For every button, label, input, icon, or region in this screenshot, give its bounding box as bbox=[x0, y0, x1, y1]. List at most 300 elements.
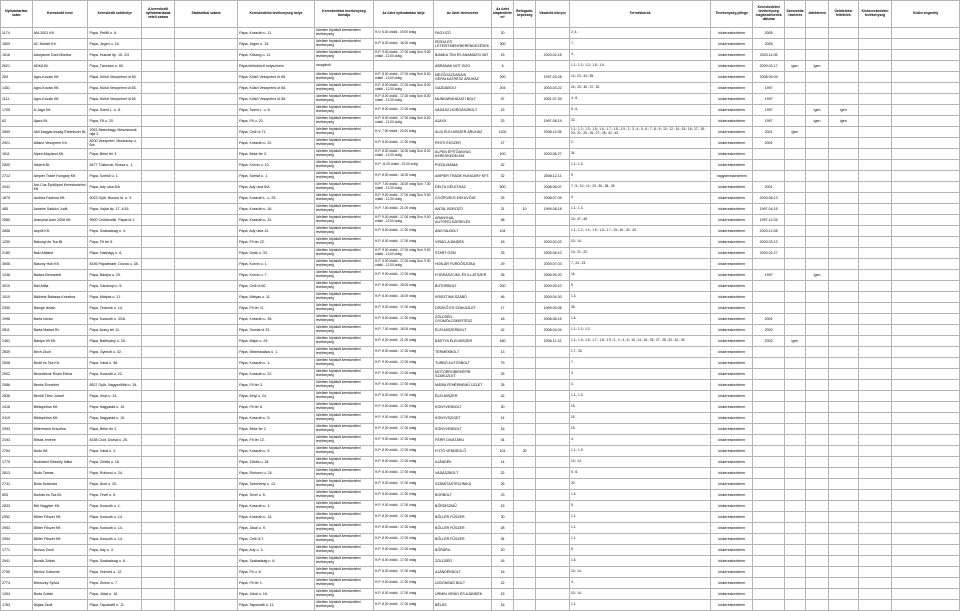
cell-shop-name[interactable]: ARANYHAL AUTÓFELSZERELÉS bbox=[434, 215, 492, 226]
table-row[interactable] bbox=[1, 490, 960, 501]
cell-stat-number[interactable] bbox=[174, 380, 237, 391]
cell-book[interactable] bbox=[536, 358, 570, 369]
cell-empty[interactable] bbox=[858, 182, 892, 193]
table-row[interactable] bbox=[1, 556, 960, 567]
cell-hours[interactable]: H-P: 9.00 órától - 17.00 óráig bbox=[373, 380, 433, 391]
cell-flag-b[interactable] bbox=[805, 226, 828, 237]
cell-date[interactable]: 2001 bbox=[753, 314, 785, 325]
cell-empty[interactable] bbox=[892, 248, 960, 259]
cell-flag-a[interactable] bbox=[784, 446, 805, 457]
cell-date[interactable] bbox=[753, 600, 785, 611]
cell-empty[interactable] bbox=[858, 490, 892, 501]
cell-place[interactable]: Pápa, Tapolcafő u. 11. bbox=[238, 600, 315, 611]
cell-reg-number[interactable] bbox=[142, 127, 175, 138]
cell-place[interactable]: Pápa, Kossuth u. 16. bbox=[238, 204, 315, 215]
cell-capacity[interactable] bbox=[514, 435, 536, 446]
cell-reg-number[interactable] bbox=[142, 116, 175, 127]
cell-empty[interactable] bbox=[892, 369, 960, 380]
cell-flag-b[interactable] bbox=[805, 50, 828, 61]
cell-place[interactable]: Pápa, Korvin u. 1. bbox=[238, 259, 315, 270]
cell-empty[interactable] bbox=[892, 435, 960, 446]
cell-flag-b[interactable] bbox=[805, 435, 828, 446]
cell-form[interactable]: mozgóbolt bbox=[314, 61, 373, 72]
cell-empty[interactable] bbox=[892, 391, 960, 402]
cell-shop-name[interactable]: PESTI ÉKSZER bbox=[434, 138, 492, 149]
cell-products[interactable]: 10.; 14. bbox=[569, 567, 710, 578]
table-row[interactable] bbox=[1, 204, 960, 215]
cell-id[interactable]: 1451 bbox=[1, 83, 33, 94]
cell-book[interactable] bbox=[536, 501, 570, 512]
cell-book[interactable] bbox=[536, 457, 570, 468]
cell-book[interactable] bbox=[536, 39, 570, 50]
cell-type[interactable]: kiskereskedelem bbox=[711, 325, 753, 336]
cell-id[interactable]: 2899 bbox=[1, 127, 33, 138]
cell-empty[interactable] bbox=[892, 303, 960, 314]
cell-trader-name[interactable]: Agro-Kocsis Kft. bbox=[32, 83, 88, 94]
cell-hours[interactable]: H-P: 8.00 órától - 17.00 óráig bbox=[373, 600, 433, 611]
cell-place[interactable]: Pápa, Irinyi u. 24. bbox=[238, 391, 315, 402]
cell-empty[interactable] bbox=[892, 61, 960, 72]
cell-place[interactable]: Pápa, Celli út 7. bbox=[238, 534, 315, 545]
cell-seat[interactable]: Pápa, Nagyatád u. 10. bbox=[88, 402, 142, 413]
cell-shop-name[interactable]: GAZDABOLT bbox=[434, 83, 492, 94]
cell-trader-name[interactable]: Alpen-Mayland Kft. bbox=[32, 149, 88, 160]
cell-reg-number[interactable] bbox=[142, 94, 175, 105]
cell-products[interactable]: 1.1.; 1.3. bbox=[569, 160, 710, 171]
cell-id[interactable]: 1264 bbox=[1, 589, 33, 600]
column-header[interactable]: Kiskereskedelmi tevékenység bbox=[858, 1, 892, 28]
cell-stat-number[interactable] bbox=[174, 556, 237, 567]
cell-empty[interactable] bbox=[892, 523, 960, 534]
cell-place[interactable]: Pápa, Mézeskalács u. 1. bbox=[238, 347, 315, 358]
cell-hours[interactable]: H-P: 8.00 órától - 17.00 óráig bbox=[373, 523, 433, 534]
cell-type[interactable]: kiskereskedelem bbox=[711, 248, 753, 259]
cell-flag-a[interactable] bbox=[784, 534, 805, 545]
cell-seat[interactable]: Pápa, Zsíros u. 7. bbox=[88, 578, 142, 589]
cell-flag-a[interactable] bbox=[784, 435, 805, 446]
cell-empty[interactable] bbox=[892, 457, 960, 468]
cell-flag-c[interactable] bbox=[829, 589, 859, 600]
cell-place[interactable]: Pápa, Kossuth L. u. 25. bbox=[238, 193, 315, 204]
cell-type[interactable]: nagykereskedelem bbox=[711, 171, 753, 182]
cell-capacity[interactable] bbox=[514, 589, 536, 600]
cell-seat[interactable]: Pápa, Kossuth u. 1. bbox=[88, 501, 142, 512]
cell-flag-c[interactable] bbox=[829, 204, 859, 215]
cell-seat[interactable]: Pápa, Rohonci u. 24. bbox=[88, 468, 142, 479]
cell-capacity[interactable] bbox=[514, 457, 536, 468]
cell-form[interactable]: üzletben folytatott kereskedelmi tevékenység bbox=[314, 413, 373, 424]
cell-flag-a[interactable] bbox=[784, 369, 805, 380]
cell-empty[interactable] bbox=[892, 83, 960, 94]
cell-flag-a[interactable] bbox=[784, 138, 805, 149]
cell-date[interactable] bbox=[753, 413, 785, 424]
cell-seat[interactable]: 8158 Csót, Dózsa u. 25. bbox=[88, 435, 142, 446]
cell-form[interactable]: üzletben folytatott kereskedelmi tevékenység bbox=[314, 127, 373, 138]
cell-stat-number[interactable] bbox=[174, 149, 237, 160]
cell-date[interactable]: 2009.03.17 bbox=[753, 61, 785, 72]
cell-trader-name[interactable]: ADKA Bt. bbox=[32, 61, 88, 72]
cell-flag-c[interactable] bbox=[829, 501, 859, 512]
cell-shop-name[interactable]: ANGYALBOLT bbox=[434, 226, 492, 237]
cell-type[interactable]: kiskereskedelem bbox=[711, 149, 753, 160]
cell-capacity[interactable] bbox=[514, 391, 536, 402]
cell-capacity[interactable] bbox=[514, 402, 536, 413]
cell-flag-a[interactable] bbox=[784, 512, 805, 523]
cell-products[interactable]: 4.; 6. bbox=[569, 94, 710, 105]
cell-capacity[interactable] bbox=[514, 193, 536, 204]
cell-type[interactable]: kiskereskedelem bbox=[711, 391, 753, 402]
cell-stat-number[interactable] bbox=[174, 160, 237, 171]
cell-trader-name[interactable]: Andrea Fashion Kft. bbox=[32, 193, 88, 204]
cell-shop-name[interactable]: GYÖPÜSKÖ ESKÜVŐJE bbox=[434, 193, 492, 204]
cell-area[interactable]: 101 bbox=[492, 446, 514, 457]
cell-products[interactable]: 15. bbox=[569, 413, 710, 424]
cell-form[interactable]: üzletben folytatott kereskedelmi tevékenység bbox=[314, 50, 373, 61]
cell-book[interactable] bbox=[536, 160, 570, 171]
cell-flag-b[interactable] bbox=[805, 413, 828, 424]
cell-products[interactable]: 2. bbox=[569, 138, 710, 149]
cell-date[interactable]: 2003.06.13 bbox=[753, 193, 785, 204]
cell-place[interactable]: Pápa, Jókai u. 16. bbox=[238, 589, 315, 600]
cell-empty[interactable] bbox=[892, 468, 960, 479]
cell-empty[interactable] bbox=[858, 50, 892, 61]
cell-date[interactable] bbox=[753, 171, 785, 182]
cell-book[interactable] bbox=[536, 479, 570, 490]
cell-flag-a[interactable] bbox=[784, 248, 805, 259]
column-header[interactable]: Nyilvántartási szám bbox=[1, 1, 33, 28]
cell-type[interactable]: kiskereskedelem bbox=[711, 424, 753, 435]
cell-stat-number[interactable] bbox=[174, 490, 237, 501]
cell-type[interactable]: kiskereskedelem bbox=[711, 226, 753, 237]
cell-book[interactable]: 2008.12.11 bbox=[536, 171, 570, 182]
cell-flag-b[interactable] bbox=[805, 303, 828, 314]
cell-trader-name[interactable]: Bedő és Tsa Kft. bbox=[32, 358, 88, 369]
cell-book[interactable] bbox=[536, 105, 570, 116]
cell-date[interactable] bbox=[753, 523, 785, 534]
cell-empty[interactable] bbox=[858, 226, 892, 237]
cell-stat-number[interactable] bbox=[174, 171, 237, 182]
cell-shop-name[interactable]: MOTORROBER/ÉPÍR SZAKÜZLET bbox=[434, 369, 492, 380]
cell-place[interactable]: Pápa, Fő u. 20. bbox=[238, 116, 315, 127]
cell-flag-b[interactable] bbox=[805, 160, 828, 171]
cell-area[interactable]: 30 bbox=[492, 512, 514, 523]
cell-place[interactable]: Pápa, Kossuth u. 5. bbox=[238, 413, 315, 424]
cell-type[interactable]: kiskereskedelem bbox=[711, 369, 753, 380]
cell-area[interactable]: 30 bbox=[492, 402, 514, 413]
cell-reg-number[interactable] bbox=[142, 270, 175, 281]
cell-type[interactable]: kiskereskedelem bbox=[711, 600, 753, 611]
cell-area[interactable]: 13 bbox=[492, 347, 514, 358]
column-header[interactable]: Az üzlet alapterülete m² bbox=[492, 1, 514, 28]
cell-reg-number[interactable] bbox=[142, 347, 175, 358]
cell-stat-number[interactable] bbox=[174, 83, 237, 94]
cell-id[interactable]: 2902 bbox=[1, 369, 33, 380]
cell-form[interactable]: üzletben folytatott kereskedelmi tevékenység bbox=[314, 325, 373, 336]
cell-form[interactable]: üzletben folytatott kereskedelmi tevékenység bbox=[314, 259, 373, 270]
cell-date[interactable]: 1997 bbox=[753, 94, 785, 105]
cell-capacity[interactable] bbox=[514, 270, 536, 281]
cell-products[interactable]: 1.5. bbox=[569, 556, 710, 567]
cell-shop-name[interactable]: TURBÓ AUTÓSBOLT bbox=[434, 358, 492, 369]
cell-flag-a[interactable] bbox=[784, 325, 805, 336]
cell-place[interactable]: Pápa, Kossuth u. 1. bbox=[238, 501, 315, 512]
cell-hours[interactable]: H-P: 9.00 órától - 17.00 óráig bbox=[373, 270, 433, 281]
cell-hours[interactable]: H-P: 9.00 órától - 17.00 óráig bbox=[373, 545, 433, 556]
cell-stat-number[interactable] bbox=[174, 545, 237, 556]
cell-flag-c[interactable] bbox=[829, 61, 859, 72]
cell-flag-a[interactable] bbox=[784, 413, 805, 424]
cell-trader-name[interactable]: Alsterit Bt. bbox=[32, 160, 88, 171]
cell-trader-name[interactable]: Agro-Kocsis Kft. bbox=[32, 72, 88, 83]
cell-date[interactable]: 2001 bbox=[753, 138, 785, 149]
cell-hours[interactable]: H-P: 8.00 órától - 17.00 óráig Szo: 8.00 órától - 12.00 óráig bbox=[373, 83, 433, 94]
cell-type[interactable]: kiskereskedelem bbox=[711, 39, 753, 50]
cell-stat-number[interactable] bbox=[174, 204, 237, 215]
cell-flag-b[interactable] bbox=[805, 248, 828, 259]
cell-stat-number[interactable] bbox=[174, 314, 237, 325]
table-row[interactable] bbox=[1, 171, 960, 182]
cell-empty[interactable] bbox=[858, 567, 892, 578]
cell-date[interactable] bbox=[753, 347, 785, 358]
cell-empty[interactable] bbox=[858, 578, 892, 589]
cell-form[interactable]: üzletben folytatott kereskedelmi tevékenység bbox=[314, 336, 373, 347]
cell-empty[interactable] bbox=[892, 160, 960, 171]
cell-shop-name[interactable]: AJÁNDÉKBOLT bbox=[434, 567, 492, 578]
table-row[interactable] bbox=[1, 28, 960, 39]
cell-date[interactable]: 2003.11.06 bbox=[753, 50, 785, 61]
cell-empty[interactable] bbox=[892, 314, 960, 325]
cell-type[interactable]: kiskereskedelem bbox=[711, 314, 753, 325]
cell-shop-name[interactable]: ÚJDONSÁG BOLT bbox=[434, 578, 492, 589]
cell-form[interactable]: üzletben folytatott kereskedelmi tevékenység bbox=[314, 347, 373, 358]
cell-hours[interactable]: H-P: 8.00 órától - 17.00 óráig Szo: 8.00 órától - 12.00 óráig bbox=[373, 94, 433, 105]
cell-date[interactable] bbox=[753, 303, 785, 314]
cell-products[interactable]: 1.3. bbox=[569, 490, 710, 501]
cell-shop-name[interactable]: ALDI ÉLELMISZER ÁRUHÁZ bbox=[434, 127, 492, 138]
cell-form[interactable]: üzletben folytatott kereskedelmi tevékenység bbox=[314, 83, 373, 94]
cell-area[interactable]: 20 bbox=[492, 545, 514, 556]
cell-reg-number[interactable] bbox=[142, 567, 175, 578]
cell-flag-c[interactable] bbox=[829, 127, 859, 138]
cell-book[interactable]: 2008.12.05 bbox=[536, 127, 570, 138]
cell-flag-c[interactable] bbox=[829, 171, 859, 182]
cell-place[interactable]: Pápa, Ady utca 6/A bbox=[238, 182, 315, 193]
cell-shop-name[interactable]: BORBOLT bbox=[434, 490, 492, 501]
cell-shop-name[interactable]: TERMÉKBOLT bbox=[434, 347, 492, 358]
cell-trader-name[interactable]: Balogh István bbox=[32, 303, 88, 314]
cell-flag-b[interactable] bbox=[805, 28, 828, 39]
cell-seat[interactable]: 8200 Veszprém, Munkácsy u. 6/a bbox=[88, 138, 142, 149]
cell-book[interactable] bbox=[536, 215, 570, 226]
cell-area[interactable]: 6 bbox=[492, 61, 514, 72]
cell-empty[interactable] bbox=[892, 94, 960, 105]
cell-area[interactable]: 42 bbox=[492, 391, 514, 402]
cell-shop-name[interactable]: ALPEN ÉPÍTŐANYAG KERESKEDELEM bbox=[434, 149, 492, 160]
cell-place[interactable]: Pápa, Fő tér 1. bbox=[238, 578, 315, 589]
cell-products[interactable]: 5.; 6. bbox=[569, 468, 710, 479]
cell-type[interactable]: kiskereskedelem bbox=[711, 512, 753, 523]
cell-products[interactable]: 3. bbox=[569, 369, 710, 380]
cell-date[interactable] bbox=[753, 589, 785, 600]
cell-type[interactable]: kiskereskedelem bbox=[711, 490, 753, 501]
cell-flag-a[interactable] bbox=[784, 193, 805, 204]
cell-date[interactable] bbox=[753, 160, 785, 171]
cell-hours[interactable]: H-P: 9.00 órától - 17.00 óráig Szo: 9.00 órától - 12.00 óráig bbox=[373, 248, 433, 259]
cell-type[interactable]: kiskereskedelem bbox=[711, 215, 753, 226]
table-row[interactable] bbox=[1, 545, 960, 556]
cell-products[interactable]: 1.1.; 1.3. bbox=[569, 446, 710, 457]
cell-seat[interactable]: Pápa, Honvéd u. 12. bbox=[88, 567, 142, 578]
cell-stat-number[interactable] bbox=[174, 259, 237, 270]
cell-products[interactable]: 2; 4.; bbox=[569, 28, 710, 39]
cell-capacity[interactable] bbox=[514, 50, 536, 61]
cell-shop-name[interactable]: BŐLLÉR FŰSZER bbox=[434, 534, 492, 545]
cell-flag-b[interactable] bbox=[805, 138, 828, 149]
cell-flag-a[interactable]: igen bbox=[784, 61, 805, 72]
cell-reg-number[interactable] bbox=[142, 358, 175, 369]
cell-capacity[interactable] bbox=[514, 281, 536, 292]
cell-reg-number[interactable] bbox=[142, 479, 175, 490]
cell-hours[interactable]: H-P: 9.00 órától - 17.00 óráig bbox=[373, 358, 433, 369]
cell-type[interactable]: kiskereskedelem bbox=[711, 28, 753, 39]
cell-seat[interactable]: Pápa, Kossuth u. 22. bbox=[88, 369, 142, 380]
cell-products[interactable]: 1.1.; 1.2.; 1.3.; 1.8.; 1.9. bbox=[569, 61, 710, 72]
table-row[interactable] bbox=[1, 413, 960, 424]
cell-capacity[interactable] bbox=[514, 567, 536, 578]
table-row[interactable] bbox=[1, 182, 960, 193]
cell-type[interactable]: kiskereskedelem bbox=[711, 270, 753, 281]
cell-hours[interactable]: H-P: 8.00 órától - 17.00 óráig bbox=[373, 457, 433, 468]
cell-empty[interactable] bbox=[858, 479, 892, 490]
cell-empty[interactable] bbox=[858, 435, 892, 446]
cell-form[interactable]: üzletben folytatott kereskedelmi tevékenység bbox=[314, 512, 373, 523]
cell-seat[interactable]: Pápa, Külső Veszprémi út 65. bbox=[88, 72, 142, 83]
table-row[interactable] bbox=[1, 149, 960, 160]
cell-place[interactable]: Pápa, Béke tér 2. bbox=[238, 424, 315, 435]
cell-reg-number[interactable] bbox=[142, 556, 175, 567]
cell-trader-name[interactable]: Agro-Kocsis Kft. bbox=[32, 94, 88, 105]
cell-date[interactable] bbox=[753, 534, 785, 545]
cell-capacity[interactable]: 10 bbox=[514, 204, 536, 215]
cell-empty[interactable] bbox=[858, 160, 892, 171]
cell-empty[interactable] bbox=[858, 347, 892, 358]
cell-stat-number[interactable] bbox=[174, 50, 237, 61]
cell-reg-number[interactable] bbox=[142, 589, 175, 600]
cell-capacity[interactable] bbox=[514, 545, 536, 556]
cell-place[interactable]: Pápa, Fő tér 3. bbox=[238, 380, 315, 391]
cell-flag-b[interactable] bbox=[805, 589, 828, 600]
cell-place[interactable]: Pápa, Rohonci u. 24. bbox=[238, 468, 315, 479]
cell-trader-name[interactable]: Bali Attila bbox=[32, 281, 88, 292]
cell-products[interactable]: 5. bbox=[569, 545, 710, 556]
cell-reg-number[interactable] bbox=[142, 413, 175, 424]
cell-book[interactable] bbox=[536, 512, 570, 523]
cell-hours[interactable]: H-P: 8.00 órától - 17.00 óráig Szo: 8.00 órától - 12.00 óráig bbox=[373, 72, 433, 83]
cell-hours[interactable]: H-P: 8.00 órától - 17.00 óráig bbox=[373, 226, 433, 237]
cell-book[interactable]: 2009.07.03 bbox=[536, 259, 570, 270]
cell-seat[interactable]: Pápa, Várai u. 2. bbox=[88, 446, 142, 457]
cell-form[interactable]: üzletben folytatott kereskedelmi tevékenység bbox=[314, 226, 373, 237]
cell-capacity[interactable] bbox=[514, 479, 536, 490]
cell-form[interactable]: üzletben folytatott kereskedelmi tevékenység bbox=[314, 303, 373, 314]
cell-shop-name[interactable]: AMPIER TRADE HUNGARY KFT. bbox=[434, 171, 492, 182]
cell-shop-name[interactable]: AJÁNDÉK bbox=[434, 457, 492, 468]
cell-hours[interactable]: H-P: 8.00 órától - 18.00 óráig bbox=[373, 281, 433, 292]
cell-hours[interactable]: H-P: 8.00 órától - 16.00 óráig bbox=[373, 39, 433, 50]
cell-shop-name[interactable]: BŐLLÉR FŰSZER bbox=[434, 512, 492, 523]
cell-trader-name[interactable]: Benke Erzsébet bbox=[32, 380, 88, 391]
cell-type[interactable]: kiskereskedelem bbox=[711, 61, 753, 72]
cell-type[interactable]: kiskereskedelem bbox=[711, 556, 753, 567]
cell-place[interactable]: Pápa, Deák u. 33. bbox=[238, 248, 315, 259]
cell-flag-b[interactable] bbox=[805, 281, 828, 292]
cell-products[interactable]: 10.; 14. bbox=[569, 457, 710, 468]
cell-products[interactable]: 32. bbox=[569, 116, 710, 127]
cell-flag-a[interactable] bbox=[784, 50, 805, 61]
cell-hours[interactable]: H-V: 7.00 órától - 20.00 óráig bbox=[373, 127, 433, 138]
cell-id[interactable]: 1879 bbox=[1, 193, 33, 204]
cell-shop-name[interactable]: ÉLELMISZERBOLT bbox=[434, 325, 492, 336]
cell-flag-b[interactable] bbox=[805, 446, 828, 457]
cell-flag-a[interactable] bbox=[784, 259, 805, 270]
cell-flag-c[interactable] bbox=[829, 336, 859, 347]
cell-form[interactable]: üzletben folytatott kereskedelmi tevékenység bbox=[314, 380, 373, 391]
cell-hours[interactable]: H-P: 8.00 órától - 17.00 óráig bbox=[373, 138, 433, 149]
cell-flag-a[interactable] bbox=[784, 182, 805, 193]
cell-flag-b[interactable] bbox=[805, 468, 828, 479]
cell-empty[interactable] bbox=[892, 534, 960, 545]
cell-date[interactable] bbox=[753, 424, 785, 435]
cell-book[interactable] bbox=[536, 424, 570, 435]
cell-type[interactable]: kiskereskedelem bbox=[711, 182, 753, 193]
cell-hours[interactable]: H-P: 8.00 órától - 17.00 óráig bbox=[373, 567, 433, 578]
cell-flag-b[interactable] bbox=[805, 149, 828, 160]
cell-empty[interactable] bbox=[858, 138, 892, 149]
cell-stat-number[interactable] bbox=[174, 182, 237, 193]
cell-flag-c[interactable] bbox=[829, 28, 859, 39]
cell-empty[interactable] bbox=[858, 127, 892, 138]
cell-flag-c[interactable] bbox=[829, 512, 859, 523]
cell-empty[interactable] bbox=[858, 512, 892, 523]
cell-products[interactable]: 9. bbox=[569, 171, 710, 182]
cell-capacity[interactable] bbox=[514, 413, 536, 424]
cell-shop-name[interactable]: BIANKA TINI ÉS ANAMÁZSI VAT bbox=[434, 50, 492, 61]
cell-place[interactable]: Pápa különböző helyszínein bbox=[238, 61, 315, 72]
cell-flag-a[interactable] bbox=[784, 105, 805, 116]
cell-flag-a[interactable]: igen bbox=[784, 127, 805, 138]
cell-trader-name[interactable]: Baki Attiláné bbox=[32, 248, 88, 259]
cell-empty[interactable] bbox=[858, 270, 892, 281]
cell-empty[interactable] bbox=[858, 28, 892, 39]
cell-flag-a[interactable] bbox=[784, 347, 805, 358]
cell-stat-number[interactable] bbox=[174, 567, 237, 578]
cell-type[interactable]: kiskereskedelem bbox=[711, 50, 753, 61]
cell-capacity[interactable] bbox=[514, 468, 536, 479]
cell-empty[interactable] bbox=[858, 292, 892, 303]
cell-seat[interactable]: Pápa, Béke tér 3. bbox=[88, 149, 142, 160]
cell-id[interactable]: 1174 bbox=[1, 28, 33, 39]
cell-place[interactable]: Pápa, Korvin u. 7. bbox=[238, 270, 315, 281]
table-row[interactable] bbox=[1, 369, 960, 380]
table-row[interactable] bbox=[1, 72, 960, 83]
cell-empty[interactable] bbox=[858, 446, 892, 457]
cell-flag-b[interactable] bbox=[805, 380, 828, 391]
cell-place[interactable]: Pápa, Szélső u. 1. bbox=[238, 171, 315, 182]
cell-area[interactable]: 29 bbox=[492, 259, 514, 270]
cell-empty[interactable] bbox=[892, 424, 960, 435]
cell-products[interactable]: 14.; 23.; 44.; 55. bbox=[569, 72, 710, 83]
cell-place[interactable]: Pápa, Celli út 60. bbox=[238, 281, 315, 292]
